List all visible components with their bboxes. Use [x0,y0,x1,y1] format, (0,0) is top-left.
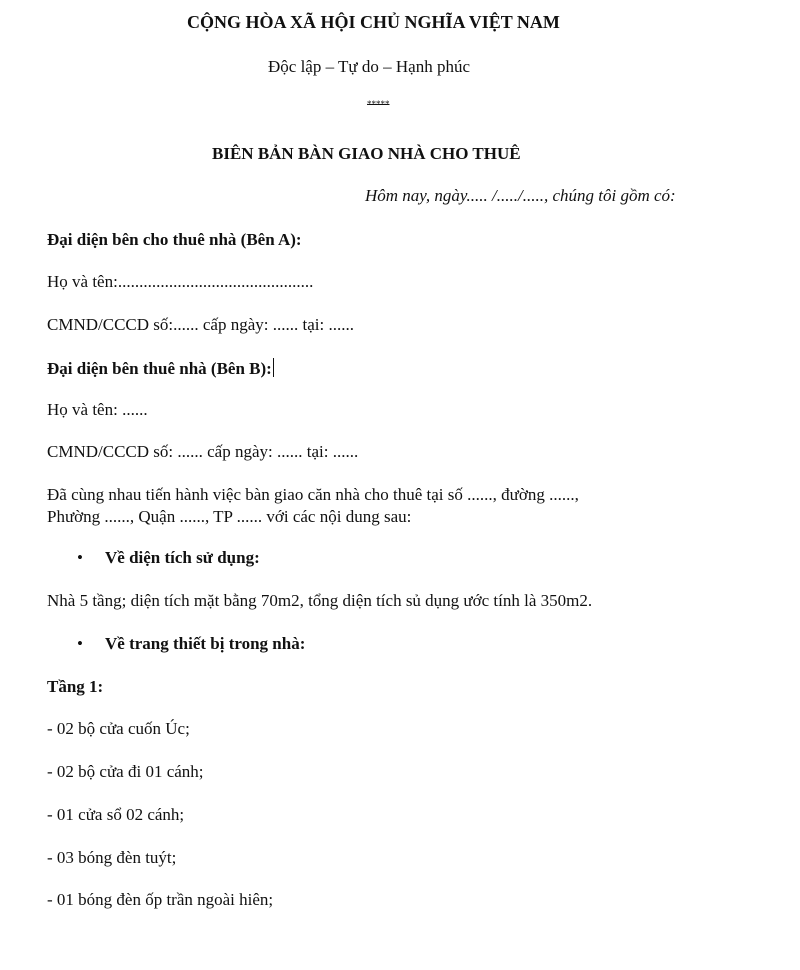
bullet-icon: • [77,548,83,567]
date-line: Hôm nay, ngày..... /...../....., chúng tôi gồm có: [365,186,676,205]
national-title: CỘNG HÒA XÃ HỘI CHỦ NGHĨA VIỆT NAM [187,12,560,32]
equipment-item: - 02 bộ cửa đi 01 cánh; [47,762,204,781]
equipment-section-heading [77,635,305,652]
equipment-item: - 01 bóng đèn ốp trần ngoài hiên; [47,890,274,909]
area-description: Nhà 5 tầng; diện tích mặt bằng 70m2, tổng diện tích sủ dụng ước tính là 350m2. [47,591,593,610]
text-cursor [273,358,274,377]
party-b-name-field[interactable]: Họ và tên: ...... [47,400,148,419]
party-b-heading: Đại diện bên thuê nhà (Bên B): [47,359,272,378]
equipment-item: - 02 bộ cửa cuốn Úc; [47,719,190,738]
party-a-heading: Đại diện bên cho thuê nhà (Bên A): [47,230,302,249]
party-b-id-field[interactable]: CMND/CCCD số: ...... cấp ngày: ...... tại: ...... [47,442,359,461]
equipment-heading-text: Về trang thiết bị trong nhà: [105,634,306,653]
floor-1-heading: Tầng 1: [47,677,104,696]
national-motto: Độc lập – Tự do – Hạnh phúc [268,57,470,76]
party-b-heading-line[interactable] [47,358,274,377]
intro-line-1: Đã cùng nhau tiến hành việc bàn giao căn nhà cho thuê tại số ......, đường ......, [47,485,579,504]
area-heading-text: Về diện tích sử dụng: [105,548,260,567]
area-section-heading [77,549,260,566]
intro-line-2: Phường ......, Quận ......, TP ...... với các nội dung sau: [47,507,412,526]
equipment-item: - 03 bóng đèn tuýt; [47,848,177,867]
party-a-id-field[interactable]: CMND/CCCD số:...... cấp ngày: ...... tại: ...... [47,315,354,334]
header-separator: ***** [367,99,390,109]
bullet-icon: • [77,634,83,653]
document-title: BIÊN BẢN BÀN GIAO NHÀ CHO THUÊ [212,144,521,163]
equipment-item: - 01 cửa sổ 02 cánh; [47,805,185,824]
party-a-name-field[interactable]: Họ và tên:.............................................. [47,272,314,291]
